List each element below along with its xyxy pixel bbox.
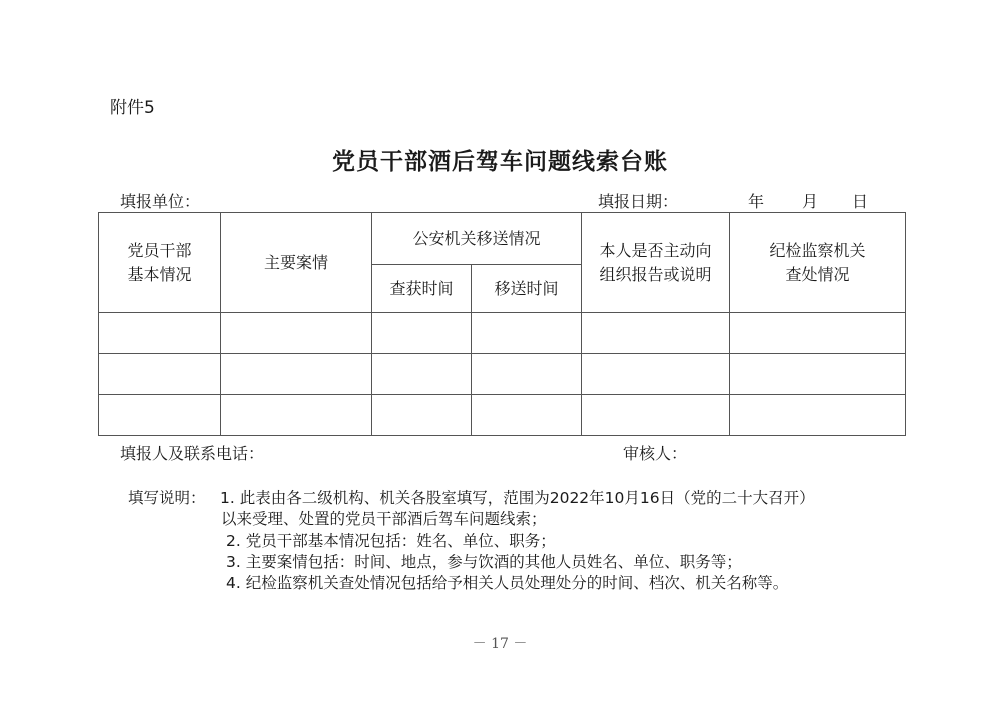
header-basic-info-line2: 基本情况 xyxy=(127,264,192,284)
document-title: 党员干部酒后驾车问题线索台账 xyxy=(332,148,668,175)
note-item-1: 1. 此表由各二级机构、机关各股室填写，范围为2022年10月16日（党的二十大召开） xyxy=(220,489,815,507)
header-self-report xyxy=(582,213,730,313)
filler-contact-label: 填报人及联系电话： xyxy=(120,444,265,463)
date-day-label: 日 xyxy=(852,192,869,211)
table-cell[interactable] xyxy=(221,395,372,436)
table-cell[interactable] xyxy=(730,313,906,354)
header-main-case: 主要案情 xyxy=(221,213,372,313)
date-year-label: 年 xyxy=(748,192,765,211)
table-cell[interactable] xyxy=(730,395,906,436)
note-item-2: 2. 党员干部基本情况包括：姓名、单位、职务； xyxy=(226,532,556,550)
table-cell[interactable] xyxy=(99,395,221,436)
header-seized-time: 查获时间 xyxy=(372,265,472,313)
table-cell[interactable] xyxy=(472,354,582,395)
table-cell[interactable] xyxy=(582,313,730,354)
table-cell[interactable] xyxy=(582,395,730,436)
ledger-table xyxy=(98,212,906,436)
attachment-label: 附件5 xyxy=(110,98,155,118)
table-cell[interactable] xyxy=(582,354,730,395)
table-cell[interactable] xyxy=(99,313,221,354)
fill-unit-label: 填报单位： xyxy=(120,192,201,211)
table-cell[interactable] xyxy=(372,313,472,354)
table-cell[interactable] xyxy=(472,395,582,436)
header-self-report-line2: 组织报告或说明 xyxy=(599,264,712,284)
table-cell[interactable] xyxy=(372,395,472,436)
note-item-3: 3. 主要案情包括：时间、地点，参与饮酒的其他人员姓名、单位、职务等； xyxy=(226,553,742,571)
table-cell[interactable] xyxy=(472,313,582,354)
table-cell[interactable] xyxy=(221,354,372,395)
table-cell[interactable] xyxy=(221,313,372,354)
header-self-report-line1: 本人是否主动向 xyxy=(599,240,712,260)
header-basic-info xyxy=(99,213,221,313)
header-discipline xyxy=(730,213,906,313)
date-month-label: 月 xyxy=(802,192,819,211)
table-row xyxy=(99,313,906,354)
table-cell[interactable] xyxy=(730,354,906,395)
page-number: － 17 － xyxy=(472,636,528,652)
header-transfer-time: 移送时间 xyxy=(472,265,582,313)
note-item-4: 4. 纪检监察机关查处情况包括给予相关人员处理处分的时间、档次、机关名称等。 xyxy=(226,574,789,592)
note-item-1-continued: 以来受理、处置的党员干部酒后驾车问题线索； xyxy=(221,510,547,528)
header-police-transfer: 公安机关移送情况 xyxy=(372,213,582,265)
notes-label: 填写说明： xyxy=(128,489,206,507)
header-discipline-line1: 纪检监察机关 xyxy=(769,240,866,260)
table-cell[interactable] xyxy=(372,354,472,395)
header-discipline-line2: 查处情况 xyxy=(785,264,850,284)
header-basic-info-line1: 党员干部 xyxy=(127,240,192,260)
table-row xyxy=(99,395,906,436)
table-cell[interactable] xyxy=(99,354,221,395)
table-row xyxy=(99,354,906,395)
reviewer-label: 审核人： xyxy=(623,444,688,463)
fill-date-label: 填报日期： xyxy=(598,192,679,211)
table-header-row xyxy=(99,213,906,265)
